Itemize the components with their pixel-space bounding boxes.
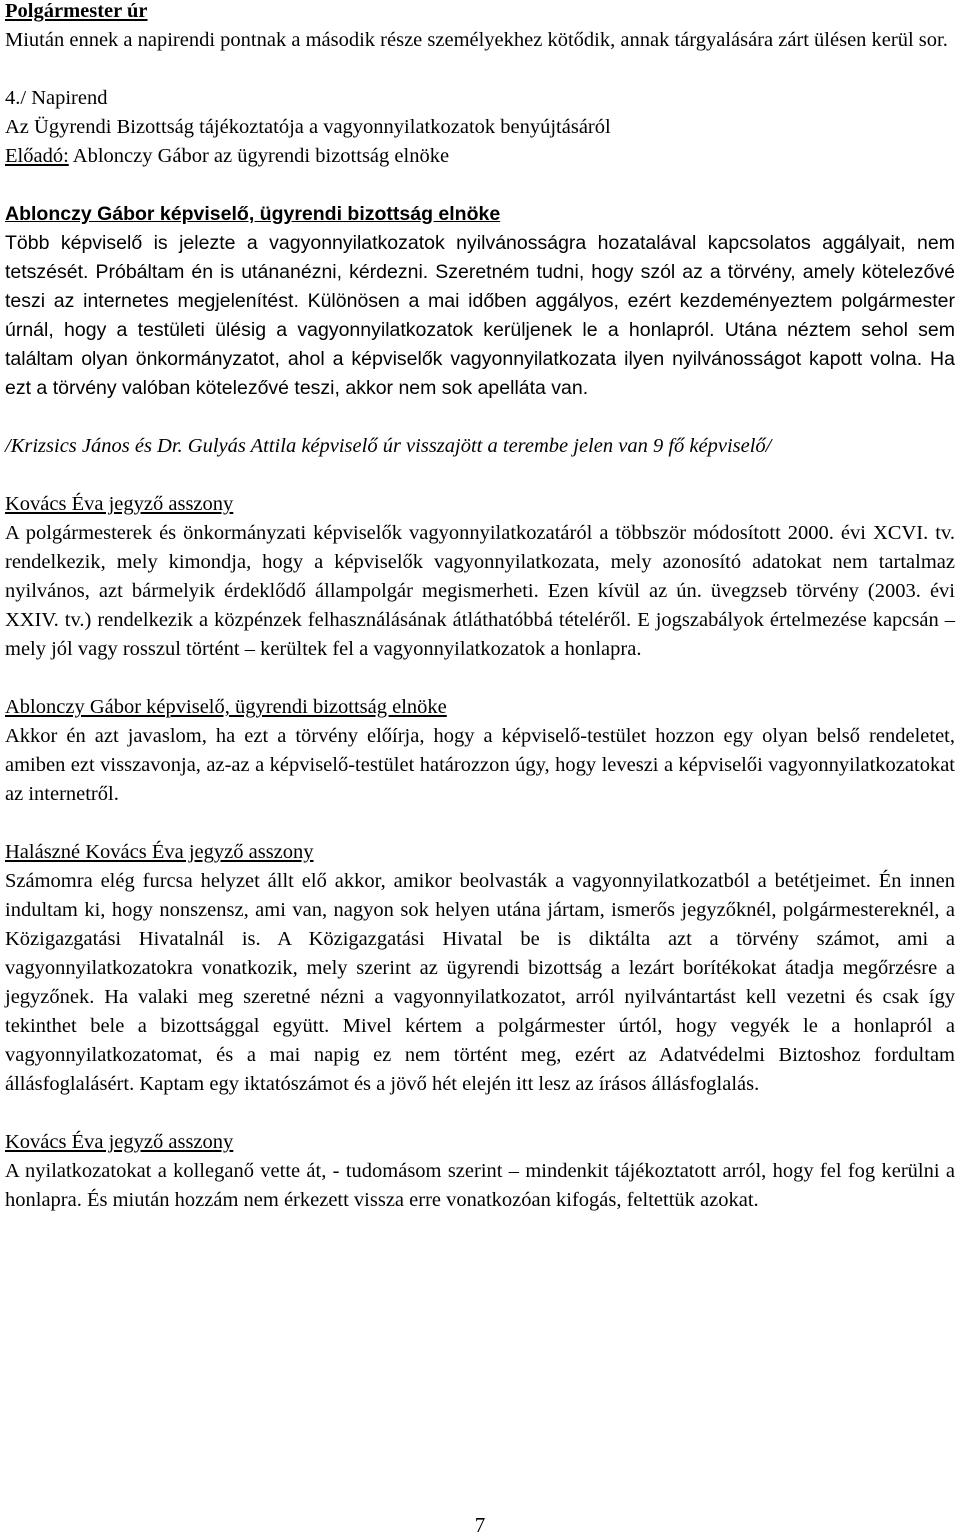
spacer [5,664,955,693]
agenda-title: Az Ügyrendi Bizottság tájékoztatója a vagyonnyilatkozatok benyújtásáról [5,116,611,138]
speaker-name: Kovács Éva jegyző asszony [5,1131,234,1153]
speaker-name: Halászné Kovács Éva jegyző asszony [5,841,314,863]
speech-paragraph: Akkor én azt javaslom, ha ezt a törvény előírja, hogy a képviselő-testület hozzon egy olyan belső rendeletet, amiben ezt visszavonja, az-az a képviselő-testület határozzon úgy, hogy leveszi a képviselői vagyonnyilatkozatokat az internetről. [5,725,955,805]
agenda-number: 4./ Napirend [5,87,108,109]
speaker-name: Ablonczy Gábor képviselő, ügyrendi bizottság elnöke [5,696,447,718]
speech-paragraph: A nyilatkozatokat a kolleganő vette át, - tudomásom szerint – mindenkit tájékoztatott arról, hogy fel fog kerülni a honlapra. És miután hozzám nem érkezett vissza erre vonatkozóan kifogás, feltettük azokat. [5,1160,955,1211]
speaker-name: Ablonczy Gábor képviselő, ügyrendi bizottság elnöke [5,203,501,225]
speaker-heading [5,0,955,26]
presenter-label: Előadó: [5,145,69,167]
agenda-presenter [5,142,955,171]
speech-paragraph: Számomra elég furcsa helyzet állt elő akkor, amikor beolvasták a vagyonnyilatkozatból a betétjeimet. Én innen indultam ki, hogy nonszensz, ami van, nagyon sok helyen utána jártam, ismerős jegyzőknél, polgármestereknél, a Közigazgatási Hivatalnál is. A Közigazgatási Hivatal be is diktálta azt a törvény számot, ami a vagyonnyilatkozatokra vonatkozik, mely szerint az ügyrendi bizottság a lezárt borítékokat átadja megőrzésre a jegyzőnek. Ha valaki meg szeretné nézni a vagyonnyilatkozatot, arról nyilvántartást kell vezetni és csak így tekinthet bele a bizottsággal együtt. Mivel kértem a polgármester úrtól, hogy vegyék le a honlapról a vagyonnyilatkozatomat, és a mai napig ez nem történt meg, ezért az Adatvédelmi Biztoshoz fordultam állásfoglalásért. Kaptam egy iktatószámot és a jövő hét elején itt lesz az írásos állásfoglalás. [5,870,955,1095]
speaker-heading [5,1128,955,1157]
speech-paragraph: Több képviselő is jelezte a vagyonnyilatkozatok nyilvánosságra hozatalával kapcsolatos aggályait, nem tetszését. Próbáltam én is utánanézni, kérdezni. Szeretném tudni, hogy szól az a törvény, amely kötelezővé teszi az internetes megjelenítést. Különösen a mai időben aggályos, ezért kezdeményeztem polgármester úrnál, hogy a testületi ülésig a vagyonnyilatkozatok kerüljenek le a honlapról. Utána néztem sehol sem találtam olyan önkormányzatot, ahol a képviselők vagyonnyilatkozata ilyen nyilvánosságot kapott volna. Ha ezt a törvény valóban kötelezővé teszi, akkor nem sok apelláta van. [5,232,955,399]
speaker-name: Kovács Éva jegyző asszony [5,493,234,515]
spacer [5,461,955,490]
speaker-heading [5,490,955,519]
speech-paragraph: A polgármesterek és önkormányzati képviselők vagyonnyilatkozatáról a többször módosított 2000. évi XCVI. tv. rendelkezik, mely kimondja, hogy a képviselők vagyonnyilatkozata, mely azonosító adatokat nem tartalmaz nyilvános, azt bármelyik érdeklődő állampolgár megismerheti. Ezen kívül az ún. üvegzseb törvény (2003. évi XXIV. tv.) rendelkezik a közpénzek felhasználásának átláthatóbbá tételéről. E jogszabályok értelmezése kapcsán – mely jól vagy rosszul történt – kerültek fel a vagyonnyilatkozatok a honlapra. [5,522,955,660]
document-page [5,0,955,1215]
spacer [5,403,955,432]
speaker-heading [5,200,955,229]
speaker-heading [5,693,955,722]
presenter-name: Ablonczy Gábor az ügyrendi bizottság elnöke [68,145,450,167]
spacer [5,809,955,838]
spacer [5,1099,955,1128]
speaker-heading [5,838,955,867]
spacer [5,55,955,84]
session-note: /Krizsics János és Dr. Gulyás Attila képviselő úr visszajött a terembe jelen van 9 fő képviselő/ [5,435,772,457]
speech-paragraph: Miután ennek a napirendi pontnak a második része személyekhez kötődik, annak tárgyalására zárt ülésen kerül sor. [5,29,948,51]
page-number: 7 [474,1513,486,1537]
speaker-name: Polgármester úr [5,0,148,22]
